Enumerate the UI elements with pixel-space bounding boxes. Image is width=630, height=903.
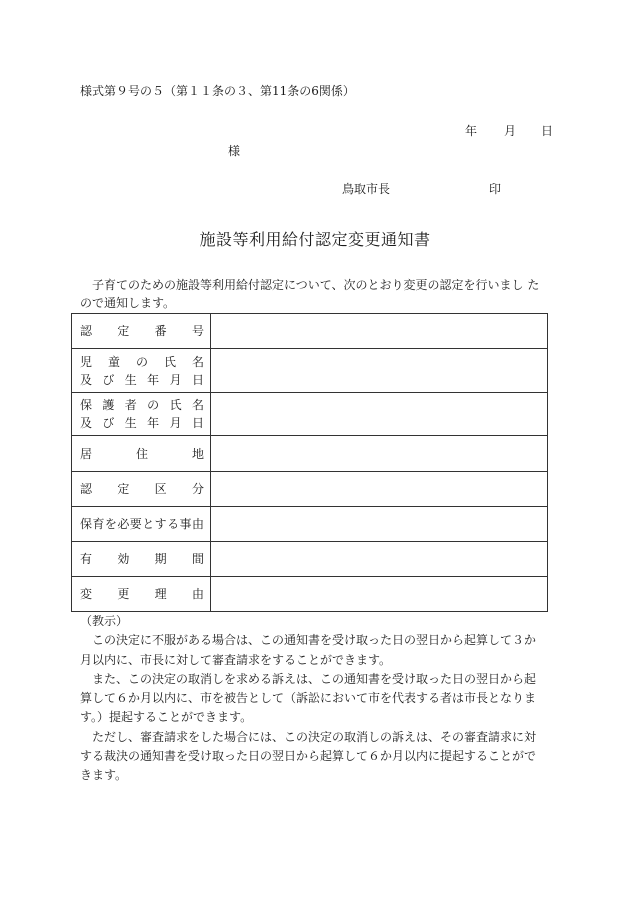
label-char: 月: [169, 372, 182, 387]
row-label-line: [80, 585, 204, 603]
table-row: [72, 472, 548, 507]
row-label: [72, 349, 211, 393]
table-row: [72, 393, 548, 436]
label-char: 日: [191, 372, 204, 387]
label-char: 及: [80, 416, 93, 430]
row-label-line: [80, 371, 204, 389]
row-value-field: [211, 393, 548, 436]
label-char: 認: [80, 324, 93, 338]
label-char: 地: [191, 446, 204, 461]
table-row: [72, 349, 548, 393]
date-day-label: 日: [541, 124, 554, 138]
row-label-line: [80, 515, 204, 533]
table-row: [72, 436, 548, 472]
label-char: す: [154, 517, 167, 531]
row-label-line: [80, 550, 204, 568]
label-char: 住: [135, 446, 148, 461]
row-label-line: [80, 414, 204, 432]
label-char: 氏: [163, 354, 176, 369]
certification-table: [71, 313, 548, 612]
seal-mark: 印: [489, 182, 502, 196]
row-label: [72, 542, 211, 577]
notice-line: 算して６か月以内に、市を被告として（訴訟において市を代表する者は市長となりま: [80, 691, 537, 706]
label-char: 要: [129, 517, 142, 531]
table-row: [72, 577, 548, 612]
intro-paragraph: [80, 276, 550, 312]
row-value-field: [211, 542, 548, 577]
label-char: 分: [191, 482, 204, 496]
row-label: [72, 436, 211, 472]
label-char: を: [104, 517, 117, 531]
row-value-field: [211, 507, 548, 542]
label-char: 効: [117, 552, 130, 566]
label-char: 番: [154, 324, 167, 338]
label-char: 及: [80, 372, 93, 387]
notice-line: この決定に不服がある場合は、この通知書を受け取った日の翌日から起算して３か: [80, 633, 537, 648]
label-char: 年: [147, 416, 160, 430]
notice-line: 月以内に、市長に対して審査請求をすることができます。: [80, 652, 392, 667]
label-char: 名: [191, 354, 204, 369]
label-char: 護: [102, 398, 115, 412]
row-value-field: [211, 314, 548, 349]
row-label-line: [80, 353, 204, 371]
label-char: 定: [117, 324, 130, 338]
row-label: [72, 314, 211, 349]
intro-line-1: 子育てのための施設等利用給付認定について、次のとおり変更の認定を行いまし た: [92, 278, 540, 292]
label-char: び: [102, 416, 115, 430]
label-char: 必: [117, 517, 130, 531]
label-char: 年: [147, 372, 160, 387]
row-label-line: [80, 322, 204, 340]
notice-line: きます。: [80, 768, 128, 783]
label-char: 育: [92, 517, 105, 531]
label-char: 生: [124, 372, 137, 387]
label-char: 名: [191, 398, 204, 412]
table-row: [72, 507, 548, 542]
label-char: 保: [80, 517, 93, 531]
notice-body: [80, 631, 560, 785]
label-char: る: [167, 517, 180, 531]
label-char: 変: [80, 587, 93, 601]
notice-line: ただし、審査請求をした場合には、この決定の取消しの訴えは、その審査請求に対: [80, 729, 537, 744]
row-label-line: [80, 480, 204, 498]
label-char: 由: [191, 587, 204, 601]
label-char: び: [102, 372, 115, 387]
label-char: 間: [191, 552, 204, 566]
label-char: 童: [107, 354, 120, 369]
label-char: 日: [191, 416, 204, 430]
form-number: 様式第９号の５（第１１条の３、第11条の6関係）: [80, 84, 355, 98]
row-value-field: [211, 577, 548, 612]
notice-heading: （教示）: [80, 614, 129, 628]
row-label: [72, 472, 211, 507]
label-char: 保: [80, 398, 93, 412]
intro-line-2: ので通知します。: [80, 296, 176, 310]
row-label-line: [80, 445, 204, 463]
label-char: 居: [80, 446, 93, 461]
row-value-field: [211, 436, 548, 472]
label-char: 認: [80, 482, 93, 496]
label-char: 号: [191, 324, 204, 338]
row-value-field: [211, 472, 548, 507]
notice-line: す。）提起することができます。: [80, 710, 253, 725]
row-label: [72, 507, 211, 542]
date-month-label: 月: [504, 124, 517, 138]
label-char: 者: [124, 398, 137, 412]
notice-line: また、この決定の取消しを求める訴えは、この通知書を受け取った日の翌日から起: [80, 671, 537, 686]
table-row: [72, 542, 548, 577]
label-char: 定: [117, 482, 130, 496]
label-char: の: [135, 354, 148, 369]
document-title: 施設等利用給付認定変更通知書: [199, 230, 431, 249]
label-char: 生: [124, 416, 137, 430]
label-char: 月: [169, 416, 182, 430]
sender-name: 鳥取市長: [342, 182, 391, 196]
label-char: 更: [117, 587, 130, 601]
row-value-field: [211, 349, 548, 393]
label-char: の: [147, 398, 160, 412]
row-label: [72, 577, 211, 612]
recipient-honorific: 様: [228, 144, 241, 158]
table-row: [72, 314, 548, 349]
label-char: 理: [154, 587, 167, 601]
row-label-line: [80, 396, 204, 414]
label-char: 区: [154, 482, 167, 496]
label-char: 児: [80, 354, 93, 369]
label-char: 事: [179, 517, 192, 531]
notice-line: する裁決の通知書を受け取った日の翌日から起算して６か月以内に提起することがで: [80, 749, 537, 764]
label-char: 期: [154, 552, 167, 566]
label-char: 有: [80, 552, 93, 566]
notice-section: [80, 612, 560, 786]
date-year-label: 年: [465, 124, 478, 138]
row-label: [72, 393, 211, 436]
label-char: 由: [191, 517, 204, 531]
label-char: と: [142, 517, 155, 531]
label-char: 氏: [169, 398, 182, 412]
